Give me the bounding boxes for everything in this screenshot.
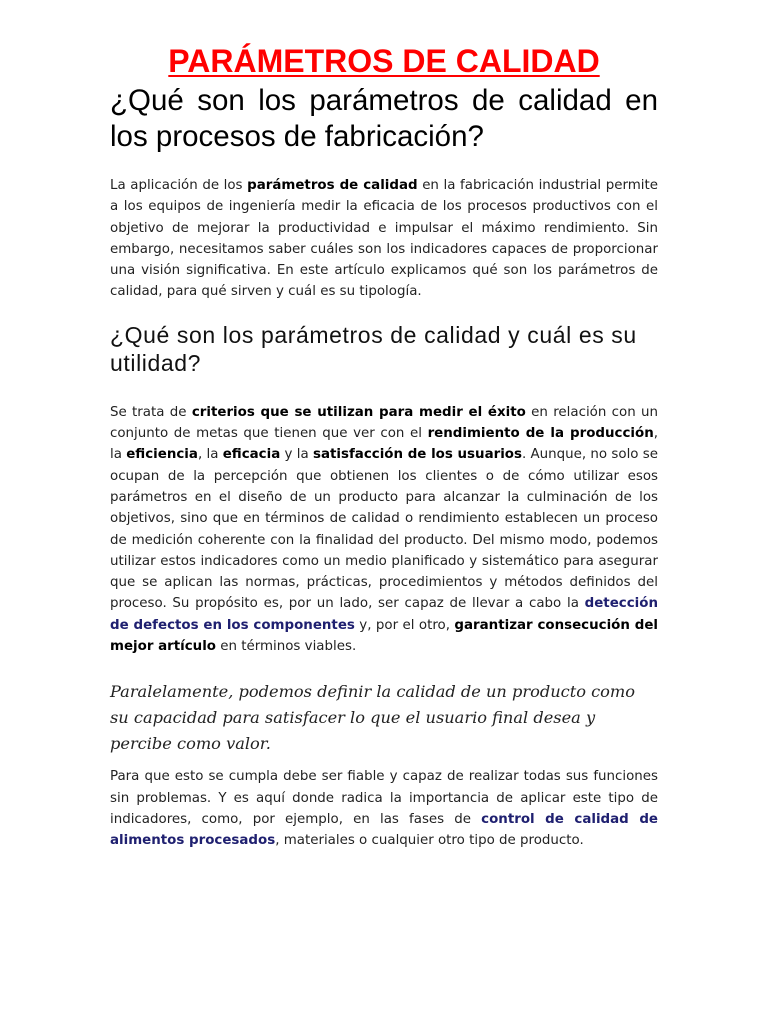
- page-title: PARÁMETROS DE CALIDAD: [168, 43, 600, 79]
- pull-quote: Paralelamente, podemos definir la calidad de un producto como su capacidad para satisfacer lo que el usuario final desea y percibe como valor.: [110, 682, 635, 754]
- bold-term: parámetros de calidad: [247, 178, 418, 193]
- bold-term: garantizar consecución del mejor artículo: [110, 617, 658, 655]
- text-run: Para que esto se cumpla debe ser fiable y capaz de realizar todas sus funciones sin problemas. Y es aquí donde radica la importancia de aplicar este tipo de indicadores, como, por ejemplo, en las fases de: [110, 769, 658, 827]
- text-run: . Aunque, no solo se ocupan de la percepción que obtienen los clientes o de cómo utilizar esos parámetros en el diseño de un producto para alcanzar la culminación de los objetivos, sino que en términos de calidad o rendimiento establecen un proceso de medición coherente con la finalidad del producto. Del mismo modo, podemos utilizar estos indicadores como un medio planificado y sistemático para asegurar que se aplican las normas, prácticas, procedimientos y métodos definidos del proceso. Su propósito es, por un lado, ser capaz de llevar a cabo la: [110, 447, 658, 612]
- text-run: , materiales o cualquier otro tipo de producto.: [275, 833, 584, 849]
- bold-term: eficiencia: [126, 447, 198, 463]
- text-run: La aplicación de los: [110, 178, 248, 193]
- section-heading-2: ¿Qué son los parámetros de calidad y cuál es su utilidad?: [110, 321, 637, 376]
- link-food-quality-control[interactable]: control de calidad de alimentos procesados: [110, 811, 658, 849]
- link-defect-detection[interactable]: detección de defectos en los componentes: [110, 596, 658, 633]
- text-run: Se trata de: [110, 404, 192, 420]
- text-run: en la fabricación industrial permite a los equipos de ingeniería medir la eficacia de los procesos productivos con el objetivo de mejorar la productividad e impulsar el máximo rendimiento. Sin embargo, necesitamos saber cuáles son los indicadores capaces de proporcionar una visión significativa. En este artículo explicamos qué son los parámetros de calidad, para qué sirven y cuál es su tipología.: [110, 178, 658, 300]
- bold-term: criterios que se utilizan para medir el éxito: [191, 404, 526, 420]
- intro-paragraph: [110, 175, 658, 303]
- bold-term: rendimiento de la producción: [427, 426, 654, 442]
- text-run: , la: [110, 426, 658, 463]
- bold-term: eficacia: [222, 447, 281, 463]
- text-run: , la: [197, 447, 223, 463]
- closing-paragraph: [110, 766, 658, 851]
- text-run: y, por el otro,: [354, 617, 455, 633]
- text-run: en relación con un conjunto de metas que tienen que ver con el: [110, 404, 658, 442]
- section-heading-1: ¿Qué son los parámetros de calidad en los procesos de fabricación?: [110, 84, 658, 153]
- text-run: en términos viables.: [215, 639, 357, 655]
- text-run: y la: [280, 447, 313, 463]
- utility-paragraph: [110, 402, 658, 658]
- document-page: [110, 0, 658, 852]
- bold-term: satisfacción de los usuarios: [312, 447, 522, 463]
